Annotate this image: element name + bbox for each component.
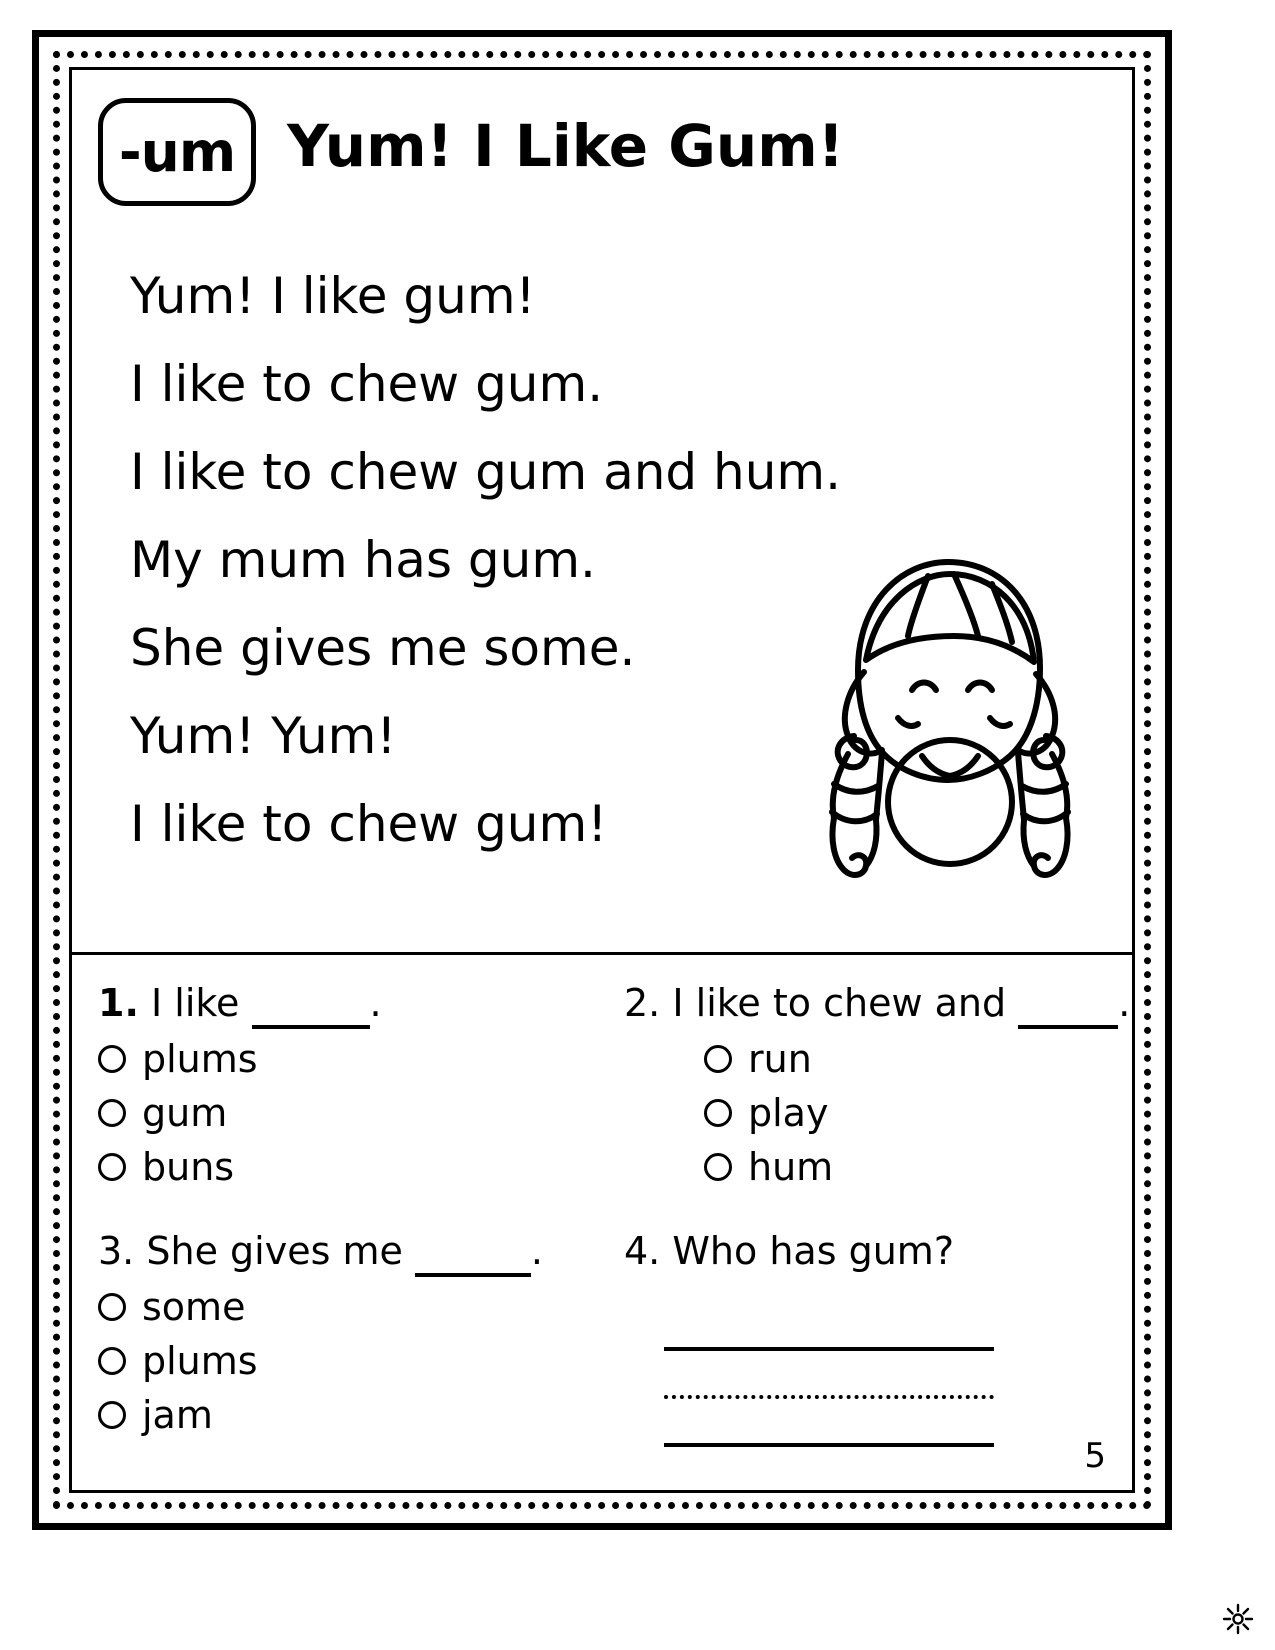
passage-line: My mum has gum.: [130, 531, 596, 589]
question-3-text-end: .: [530, 1229, 544, 1273]
passage-line: Yum! Yum!: [130, 707, 397, 765]
question-2-number: 2.: [624, 981, 661, 1025]
passage-line: I like to chew gum.: [130, 355, 604, 413]
question-3-text: She gives me: [146, 1229, 415, 1273]
question-4-text: Who has gum?: [672, 1229, 954, 1273]
radio-bubble-icon[interactable]: [98, 1293, 126, 1321]
passage-line: Yum! I like gum!: [130, 267, 536, 325]
word-family-tag: [98, 98, 256, 206]
questions-row-bottom: [98, 1225, 1106, 1447]
radio-bubble-icon[interactable]: [704, 1099, 732, 1127]
question-2-choice-2[interactable]: [704, 1143, 1106, 1191]
radio-bubble-icon[interactable]: [98, 1099, 126, 1127]
answer-line-solid[interactable]: [664, 1303, 994, 1351]
question-2-text: I like to chew and: [672, 981, 1019, 1025]
radio-bubble-icon[interactable]: [98, 1045, 126, 1073]
question-3-number: 3.: [98, 1229, 135, 1273]
sun-watermark-icon: [1221, 1602, 1255, 1636]
questions-spacer: [98, 1197, 1106, 1225]
worksheet-content-frame: [69, 67, 1135, 1493]
question-2-choice-label: hum: [748, 1145, 834, 1189]
question-3-choice-1[interactable]: [98, 1337, 602, 1385]
question-3-choice-label: jam: [142, 1393, 213, 1437]
question-3-prompt: [98, 1225, 602, 1277]
question-2-text-end: .: [1118, 981, 1131, 1025]
question-4-number: 4.: [624, 1229, 661, 1273]
question-3-blank: [415, 1243, 531, 1277]
question-1-choice-0[interactable]: [98, 1035, 602, 1083]
question-2-prompt: [624, 977, 1131, 1029]
page-number: 5: [1084, 1436, 1106, 1476]
comprehension-questions: [72, 955, 1132, 1490]
answer-line-dashed[interactable]: [664, 1351, 994, 1399]
radio-bubble-icon[interactable]: [98, 1347, 126, 1375]
question-4-answer-area[interactable]: [664, 1303, 994, 1447]
girl-blowing-bubble-gum-icon: [778, 540, 1108, 900]
question-1-text-end: .: [369, 981, 382, 1025]
question-1-blank: [252, 995, 370, 1029]
worksheet-header: [72, 70, 1132, 220]
question-3-choice-0[interactable]: [98, 1283, 602, 1331]
questions-row-top: [98, 977, 1131, 1197]
question-3-choice-label: plums: [142, 1339, 258, 1383]
question-3: [98, 1225, 602, 1447]
page-title: Yum! I Like Gum!: [287, 112, 845, 180]
question-1-number: 1.: [98, 981, 139, 1025]
question-1-text: I like: [150, 981, 252, 1025]
radio-bubble-icon[interactable]: [98, 1401, 126, 1429]
question-1-prompt: [98, 977, 602, 1029]
radio-bubble-icon[interactable]: [98, 1153, 126, 1181]
radio-bubble-icon[interactable]: [704, 1153, 732, 1181]
question-1-choice-label: buns: [142, 1145, 235, 1189]
passage-line: I like to chew gum!: [130, 795, 608, 853]
question-2-choice-label: play: [748, 1091, 829, 1135]
question-2-blank: [1018, 995, 1118, 1029]
question-3-choice-label: some: [142, 1285, 246, 1329]
question-1-choice-2[interactable]: [98, 1143, 602, 1191]
question-2: [602, 977, 1131, 1197]
worksheet-page: [32, 30, 1172, 1530]
passage-line: She gives me some.: [130, 619, 636, 677]
word-family-tag-label: -um: [118, 119, 236, 184]
radio-bubble-icon[interactable]: [704, 1045, 732, 1073]
question-1: [98, 977, 602, 1197]
question-4-prompt: [624, 1225, 1106, 1277]
question-1-choice-label: gum: [142, 1091, 228, 1135]
passage-line: I like to chew gum and hum.: [130, 443, 842, 501]
question-3-choice-2[interactable]: [98, 1391, 602, 1439]
question-2-choice-1[interactable]: [704, 1089, 1106, 1137]
question-2-choice-label: run: [748, 1037, 812, 1081]
question-1-choice-label: plums: [142, 1037, 258, 1081]
question-2-choice-0[interactable]: [704, 1035, 1106, 1083]
reading-passage: [130, 252, 890, 868]
question-1-choice-1[interactable]: [98, 1089, 602, 1137]
answer-line-solid[interactable]: [664, 1399, 994, 1447]
question-4: [602, 1225, 1106, 1447]
